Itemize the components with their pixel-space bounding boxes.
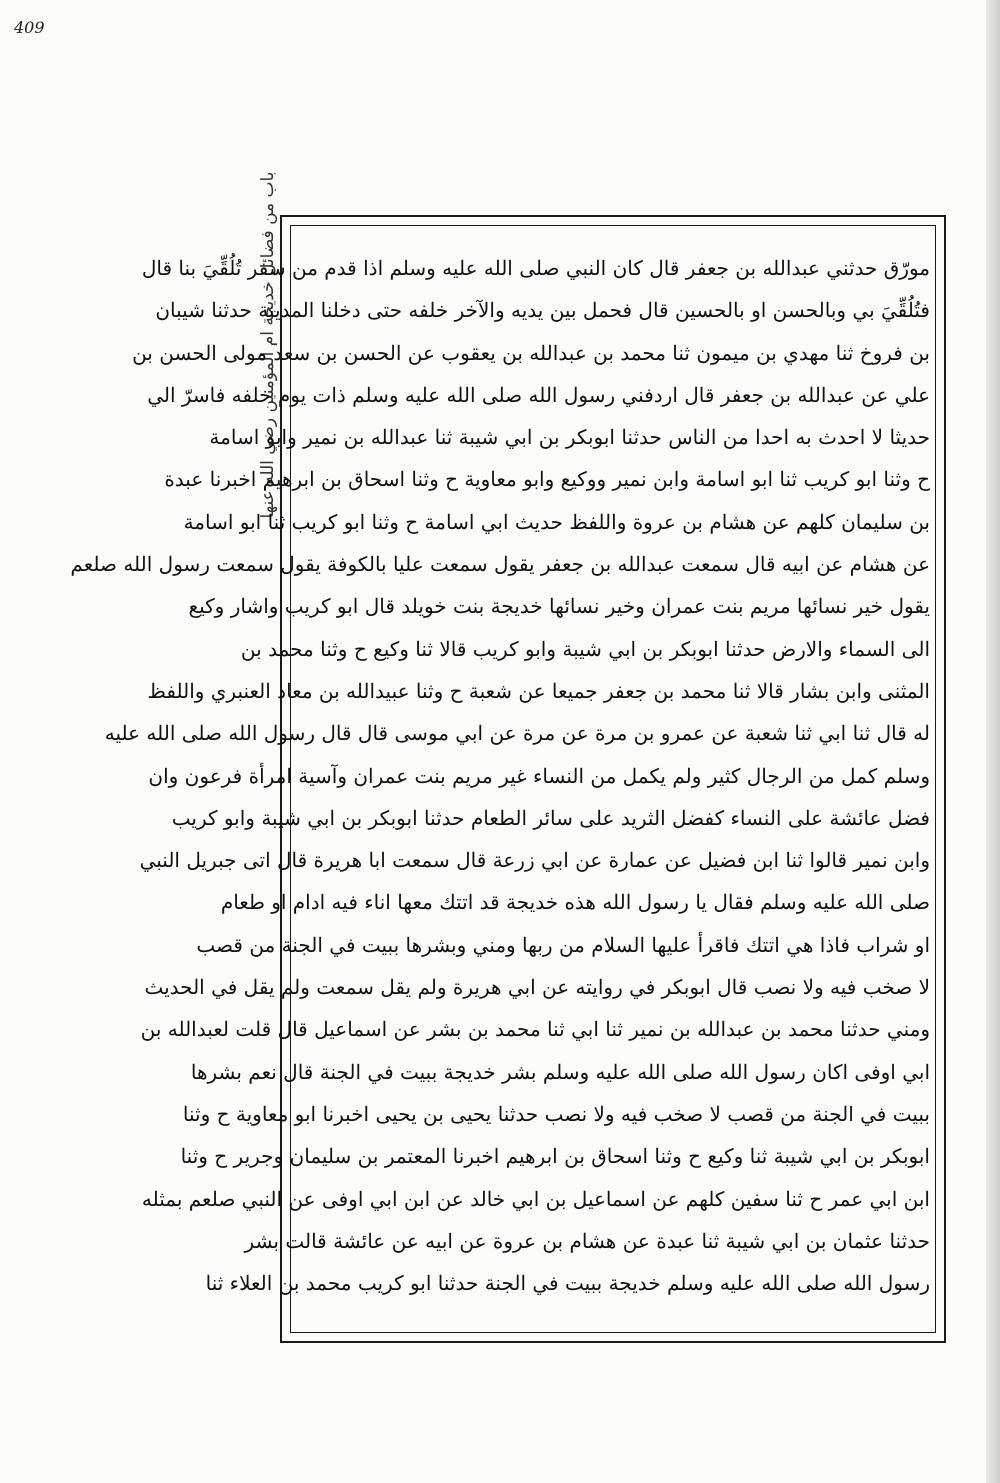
text-line: ح وثنا ابو كريب ثنا ابو اسامة وابن نمير ووكيع وابو معاوية ح وثنا اسحاق بن ابرهيم اخبرنا عبدة — [164, 467, 930, 492]
text-line: مورّق حدثني عبدالله بن جعفر قال كان النبي صلى الله عليه وسلم اذا قدم من سفر تُلُقِّيَ بنا قال — [141, 256, 930, 280]
text-line: وابن نمير قالوا ثنا ابن فضيل عن عمارة عن ابي زرعة قال سمعت ابا هريرة قال اتى جبريل النبي — [139, 848, 930, 873]
folio-number: 409 — [14, 18, 45, 37]
text-line: لا صخب فيه ولا نصب قال ابوبكر في روايته عن ابي هريرة ولم يقل سمعت ولم يقل في الحديث — [144, 975, 930, 1000]
text-line: او شراب فاذا هي اتتك فاقرأ عليها السلام من ربها ومني وبشرها ببيت في الجنة من قصب — [196, 932, 930, 957]
text-line: عن هشام عن ابيه قال سمعت عبدالله بن جعفر يقول سمعت عليا بالكوفة يقول سمعت رسول الله صلعم — [70, 552, 930, 577]
text-line: رسول الله صلى الله عليه وسلم خديجة ببيت في الجنة حدثنا ابو كريب محمد بن العلاء ثنا — [205, 1271, 930, 1296]
text-line: ببيت في الجنة من قصب لا صخب فيه ولا نصب حدثنا يحيى بن يحيى اخبرنا ابو معاوية ح وثنا — [182, 1101, 930, 1126]
text-line: بن فروخ ثنا مهدي بن ميمون ثنا محمد بن عبدالله بن يعقوب عن الحسن بن سعد مولى الحسن بن — [132, 340, 930, 365]
text-line: يقول خير نسائها مريم بنت عمران وخير نسائها خديجة بنت خويلد قال ابو كريب واشار وكيع — [188, 594, 930, 619]
text-line: المثنى وابن بشار قالا ثنا محمد بن جعفر جميعا عن شعبة ح وثنا عبيدالله بن معاذ العنبري واللفظ — [147, 678, 930, 703]
text-line: فتُلُقِّيَ بي وبالحسن او بالحسين قال فحمل بين يديه والآخر خلفه حتى دخلنا المدينة حدثنا شيبان — [155, 298, 930, 323]
text-line: فضل عائشة على النساء كفضل الثريد على سائر الطعام حدثنا ابوبكر بن ابي شيبة وابو كريب — [171, 805, 930, 830]
text-line: حديثا لا احدث به احدا من الناس حدثنا ابوبكر بن ابي شيبة ثنا عبدالله بن نمير وابو اسامة — [209, 425, 930, 450]
text-line: حدثنا عثمان بن ابي شيبة ثنا عبدة عن هشام بن عروة عن ابيه عن عائشة قالت بشر — [244, 1228, 930, 1253]
text-line: وسلم كمل من الرجال كثير ولم يكمل من النساء غير مريم بنت عمران وآسية امرأة فرعون وان — [148, 763, 930, 788]
text-line: صلى الله عليه وسلم فقال يا رسول الله هذه خديجة قد اتتك معها اناء فيه ادام او طعام — [220, 890, 930, 915]
text-line: ابوبكر بن ابي شيبة ثنا وكيع ح وثنا اسحاق بن ابرهيم اخبرنا المعتمر بن سليمان وجرير ح وثنا — [180, 1144, 930, 1169]
text-line: ومني حدثنا محمد بن عبدالله بن نمير ثنا ابي ثنا محمد بن بشر عن اسماعيل قال قلت لعبدالله بن — [140, 1017, 930, 1042]
text-line: بن سليمان كلهم عن هشام بن عروة واللفظ حديث ابي اسامة ح وثنا ابو كريب ثنا ابو اسامة — [183, 509, 930, 534]
page-edge — [986, 0, 1000, 1483]
text-line: ابن ابي عمر ح ثنا سفين كلهم عن اسماعيل بن ابي خالد عن ابن ابي اوفى عن النبي صلعم بمثله — [141, 1186, 930, 1211]
text-line: له قال ثنا ابي ثنا شعبة عن عمرو بن مرة عن مرة عن ابي موسى قال قال رسول الله صلى الله عليه — [104, 721, 930, 746]
text-line: علي عن عبدالله بن جعفر قال اردفني رسول الله صلى الله عليه وسلم ذات يوم خلفه فاسرّ الي — [147, 382, 930, 407]
margin-note-text: باب من فضائل خديجة ام المؤمنين رضي الله عنها — [258, 171, 278, 519]
text-line: الى السماء والارض حدثنا ابوبكر بن ابي شيبة وابو كريب قالا ثنا وكيع ح وثنا محمد بن — [240, 636, 930, 661]
text-line: ابي اوفى اكان رسول الله صلى الله عليه وسلم بشر خديجة ببيت في الجنة قال نعم بشرها — [190, 1059, 930, 1084]
